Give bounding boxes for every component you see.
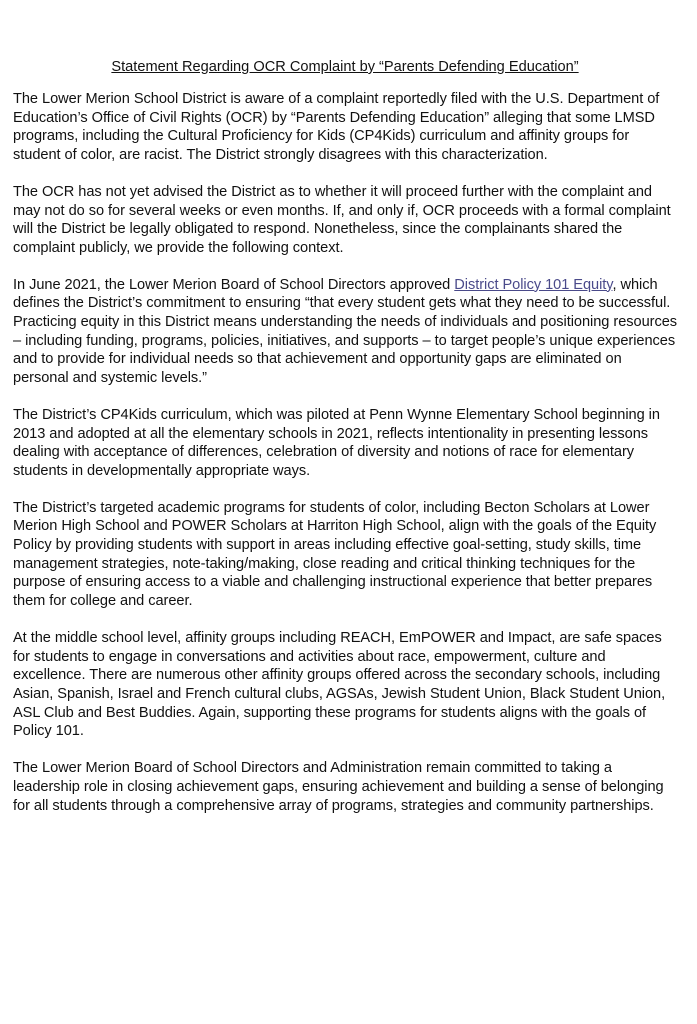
paragraph-complaint-overview: The Lower Merion School District is aware of a complaint reportedly filed with the U.S. Department of Education’s Office of Civil Rights (OCR) by “Parents Defending Education” alleging that some LMSD programs, including the Cultural Proficiency for Kids (CP4Kids) curriculum and affinity groups for student of color, are racist. The District strongly disagrees with this characterization. — [13, 91, 660, 164]
paragraph-ocr-status: The OCR has not yet advised the District as to whether it will proceed further with the complaint and may not do so for several weeks or even months. If, and only if, OCR proceeds with a formal complaint will the District be legally obligated to respond. Nonetheless, since the complainants shared the complaint publicly, we provide the following context. — [13, 183, 671, 256]
paragraph-cp4kids: The District’s CP4Kids curriculum, which was piloted at Penn Wynne Elementary School beginning in 2013 and adopted at all the elementary schools in 2021, reflects intentionality in presenting lessons dealing with acceptance of differences, celebration of diversity and notions of race for elementary students in developmentally appropriate ways. — [13, 406, 660, 479]
paragraph-equity-policy — [13, 276, 677, 388]
district-policy-101-link[interactable]: District Policy 101 Equity — [454, 276, 613, 293]
paragraph-equity-policy-intro: In June 2021, the Lower Merion Board of School Directors approved — [13, 276, 455, 293]
paragraph-academic-programs: The District’s targeted academic programs for students of color, including Becton Scholars at Lower Merion High School and POWER Scholars at Harriton High School, align with the goals of the Equity Policy by providing students with support in areas including effective goal-setting, study skills, time management strategies, note-taking/making, close reading and critical thinking techniques for the purpose of ensuring access to a viable and challenging instructional experience that better prepares them for college and career. — [13, 499, 657, 610]
document-title: Statement Regarding OCR Complaint by “Parents Defending Education” — [111, 59, 579, 75]
paragraph-affinity-groups: At the middle school level, affinity groups including REACH, EmPOWER and Impact, are safe spaces for students to engage in conversations and activities about race, empowerment, culture and excellence. There are numerous other affinity groups offered across the secondary schools, including Asian, Spanish, Israel and French cultural clubs, AGSAs, Jewish Student Union, Black Student Union, ASL Club and Best Buddies. Again, supporting these programs for students aligns with the goals of Policy 101. — [13, 629, 666, 740]
paragraph-commitment: The Lower Merion Board of School Directors and Administration remain committed to taking a leadership role in closing achievement gaps, ensuring achievement and building a sense of belonging for all students through a comprehensive array of programs, strategies and community partnerships. — [13, 760, 664, 814]
paragraph-equity-policy-body: , which defines the District’s commitment to ensuring “that every student gets what they need to be successful. Practicing equity in this District means understanding the needs of individuals and positioning resources – including funding, programs, policies, initiatives, and supports – to target people’s unique experiences and to provide for individual needs so that achievement and opportunity gaps are eliminated on personal and systemic levels.” — [13, 276, 678, 387]
